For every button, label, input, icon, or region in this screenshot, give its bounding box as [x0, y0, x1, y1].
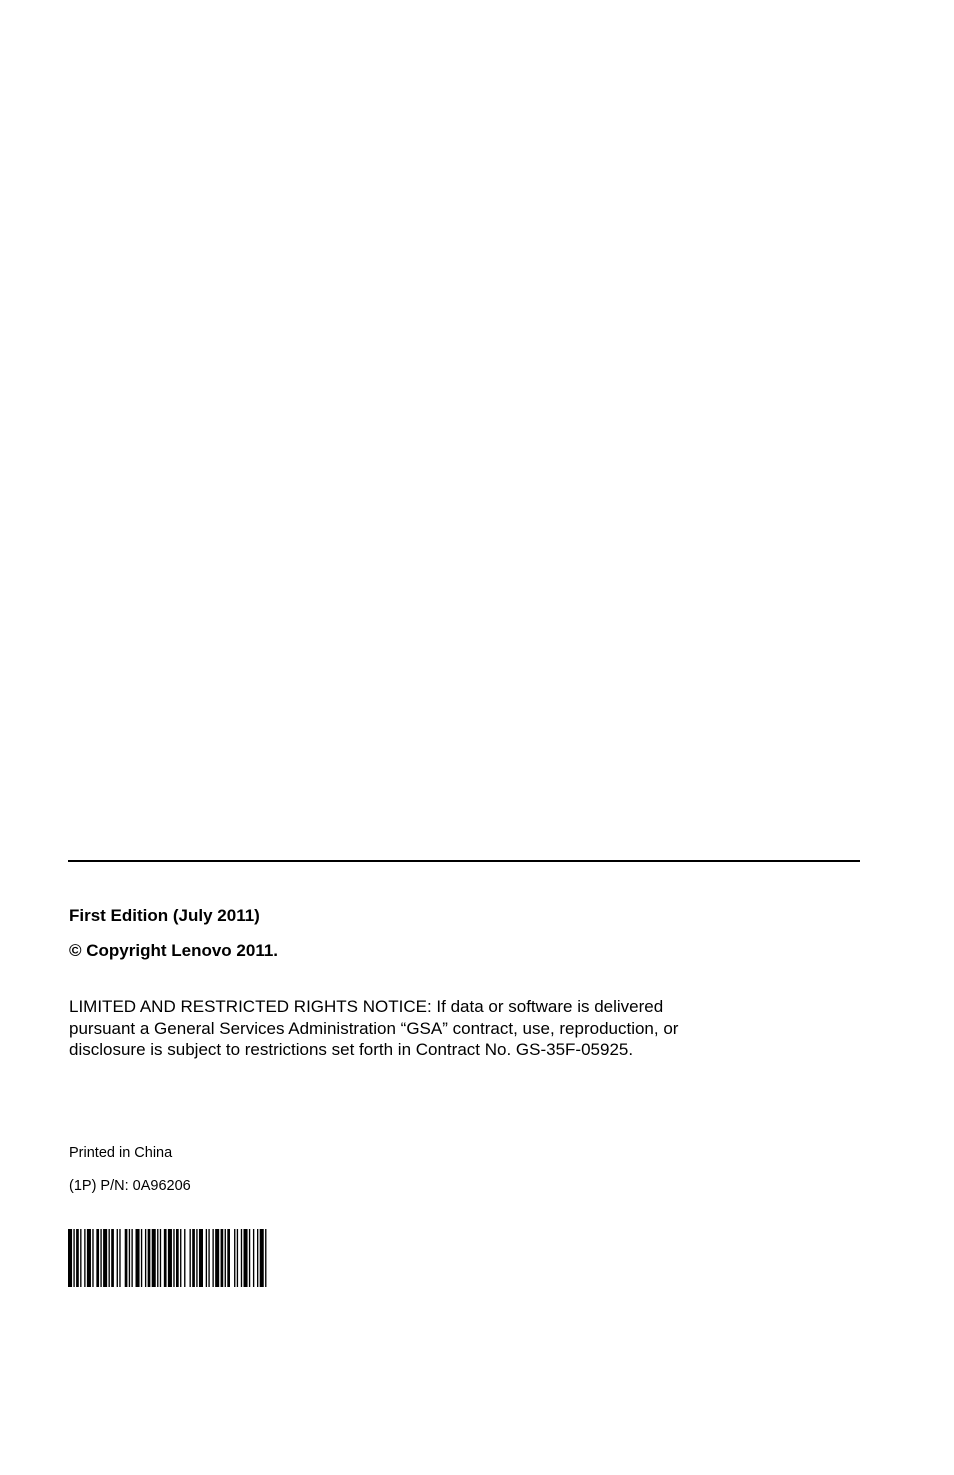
rights-notice [69, 996, 829, 1061]
barcode-bar [131, 1229, 132, 1287]
barcode-bar [265, 1229, 266, 1287]
barcode-bar [215, 1229, 219, 1287]
barcode-bar [148, 1229, 151, 1287]
barcode-bar [111, 1229, 114, 1287]
barcode-bar [237, 1229, 238, 1287]
barcode-bar [249, 1229, 250, 1287]
rights-notice-line: LIMITED AND RESTRICTED RIGHTS NOTICE: If data or software is delivered [69, 997, 664, 1016]
barcode-bar [164, 1229, 167, 1287]
barcode-bar [234, 1229, 235, 1287]
barcode-bar [125, 1229, 128, 1287]
barcode-bar [119, 1229, 120, 1287]
barcode-bar [206, 1229, 207, 1287]
barcode-bar [257, 1229, 258, 1287]
barcode-bar [244, 1229, 248, 1287]
barcode-bar [199, 1229, 203, 1287]
barcode-bar [157, 1229, 158, 1287]
barcode-bar [100, 1229, 101, 1287]
barcode-bar [225, 1229, 226, 1287]
part-number-label: (1P) P/N: 0A96206 [69, 1178, 191, 1194]
barcode-bar [141, 1229, 142, 1287]
section-divider [68, 860, 860, 862]
barcode-bar [212, 1229, 213, 1287]
barcode-bar [160, 1229, 161, 1287]
barcode-bar [196, 1229, 197, 1287]
printed-in-label: Printed in China [69, 1145, 173, 1161]
barcode-bar [117, 1229, 118, 1287]
barcode-bar [184, 1229, 185, 1287]
barcode-bar [190, 1229, 191, 1287]
barcode-bar [176, 1229, 179, 1287]
barcode-bar [241, 1229, 242, 1287]
barcode-bar [173, 1229, 174, 1287]
copyright-line: © Copyright Lenovo 2011. [69, 941, 279, 960]
barcode-bar [92, 1229, 93, 1287]
barcode-bar [80, 1229, 81, 1287]
edition-line: First Edition (July 2011) [69, 906, 260, 925]
barcode-bar [76, 1229, 79, 1287]
barcode-image [68, 1229, 338, 1287]
barcode-bar [221, 1229, 224, 1287]
barcode-bar [84, 1229, 85, 1287]
barcode-bar [87, 1229, 91, 1287]
barcode-bar [73, 1229, 74, 1287]
barcode-bar [96, 1229, 99, 1287]
barcode-bar [68, 1229, 72, 1287]
barcode-bar [109, 1229, 110, 1287]
barcode-bar [145, 1229, 146, 1287]
barcode-bar [208, 1229, 209, 1287]
barcode-bar [192, 1229, 195, 1287]
rights-notice-line: disclosure is subject to restrictions set forth in Contract No. GS-35F-05925. [69, 1040, 634, 1059]
barcode-bar [260, 1229, 264, 1287]
barcode-bar [168, 1229, 172, 1287]
barcode-bar [152, 1229, 156, 1287]
rights-notice-line: pursuant a General Services Administration “GSA” contract, use, reproduction, or [69, 1018, 679, 1038]
barcode-bar [103, 1229, 107, 1287]
barcode-bar [129, 1229, 130, 1287]
barcode-bar [227, 1229, 230, 1287]
barcode-bar [180, 1229, 181, 1287]
barcode-bar [136, 1229, 140, 1287]
barcode-bar [253, 1229, 254, 1287]
